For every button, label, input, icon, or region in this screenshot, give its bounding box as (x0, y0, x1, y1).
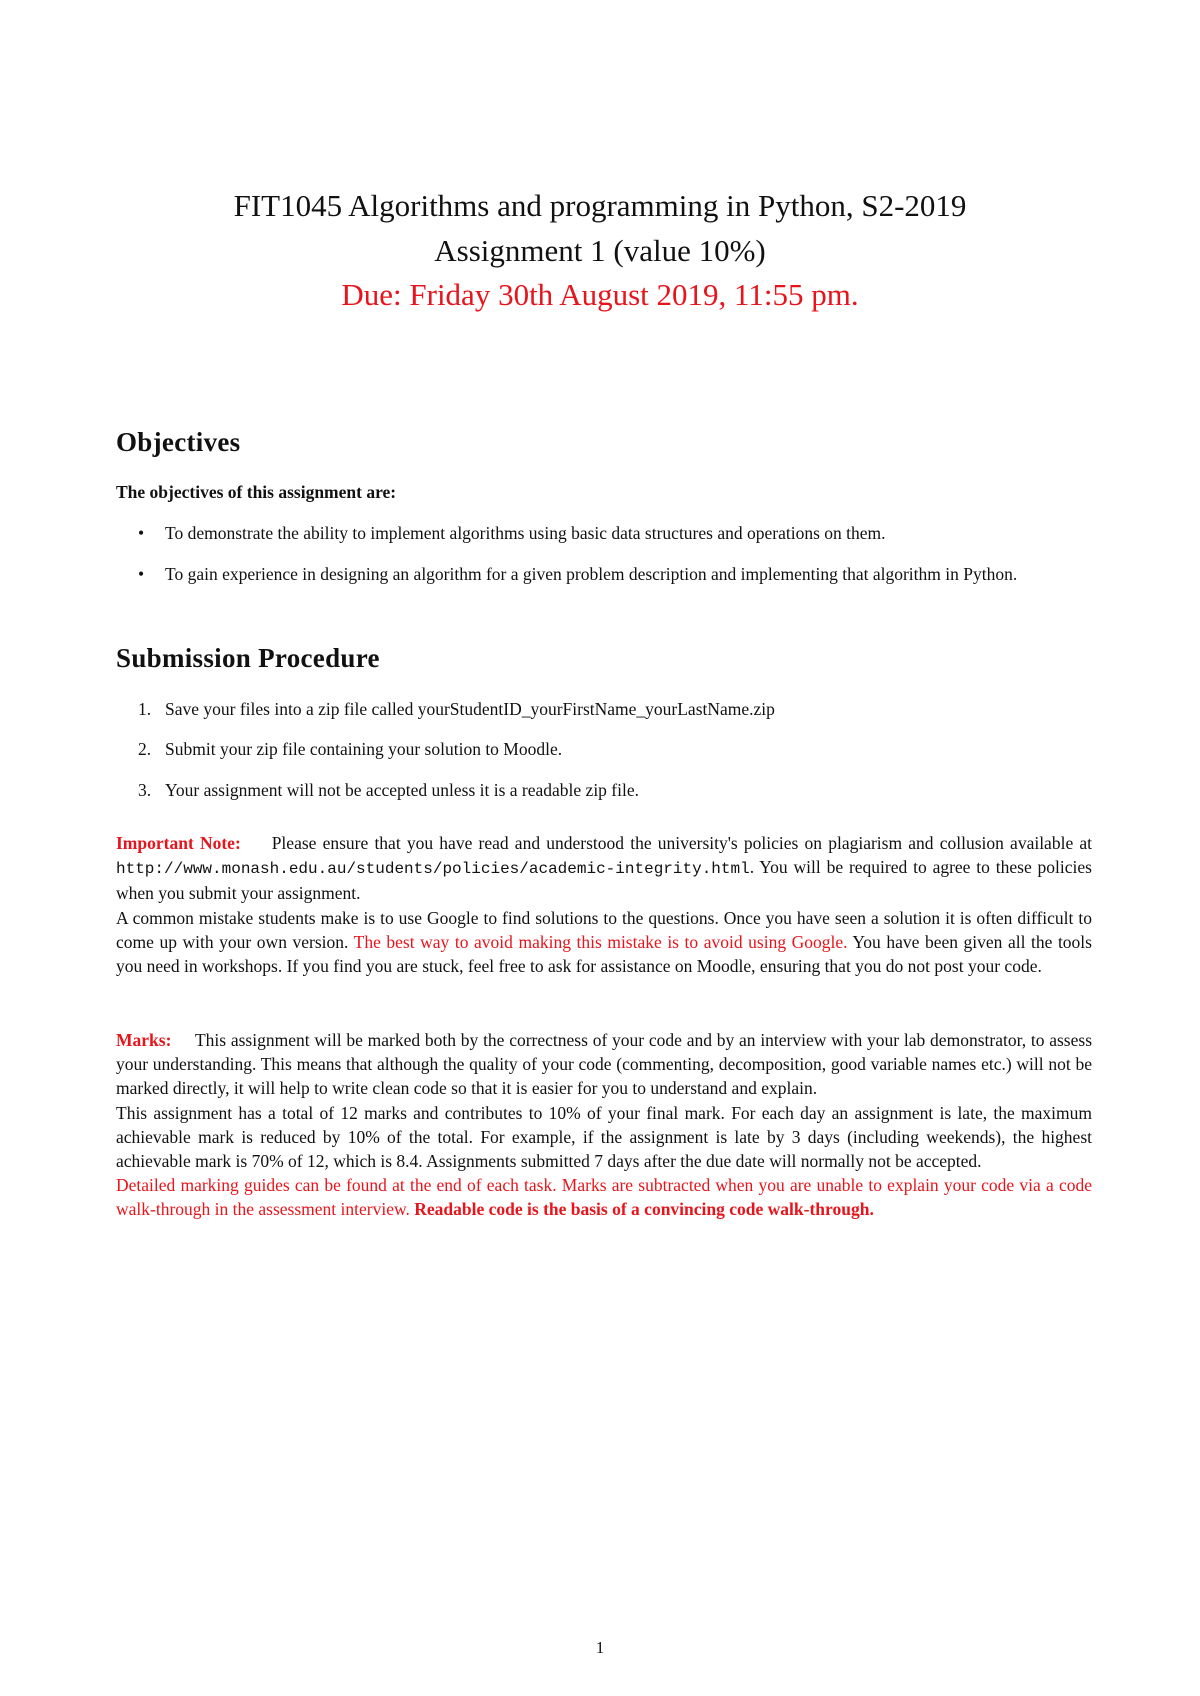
submission-heading: Submission Procedure (116, 643, 380, 673)
course-title: FIT1045 Algorithms and programming in Python, S2-2019 (233, 188, 967, 223)
assignment-title: Assignment 1 (value 10%) (434, 233, 766, 268)
policy-link[interactable]: http://www.monash.edu.au/students/policies/academic-integrity.html (116, 860, 750, 879)
objective-item: • To demonstrate the ability to implement algorithms using basic data structures and operations on them. (116, 521, 1092, 545)
submission-item: 3. Your assignment will not be accepted unless it is a readable zip file. (138, 780, 640, 800)
important-note-label: Important Note: (116, 833, 241, 853)
marks-section: Marks: This assignment will be marked both by the correctness of your code and by an interview with your lab demonstrator, to assess your understanding. This means that although the quality of your code (commenting, decomposition, good variable names etc.) will not be marked directly, it will help to write clean code so that it is easier for you to understand and explain. This assignment has a total of 12 marks and contributes to 10% of your final mark. For each day an assignment is late, the maximum achievable mark is reduced by 10% of the total. For example, if the assignment is late by 3 days (including weekends), the highest achievable mark is 70% of 12, which is 8.4. Assignments submitted 7 days after the due date will normally not be accepted. Detailed marking guides can be found at the end of each task. Marks are subtracted when you are unable to explain your code via a code walk-through in the assessment interview. Readable code is the basis of a convincing code walk-through. (116, 1030, 1093, 1220)
objectives-heading: Objectives (116, 427, 241, 457)
bullet-icon: • (138, 523, 145, 543)
due-date: Due: Friday 30th August 2019, 11:55 pm. (341, 277, 859, 312)
page-number: 1 (595, 1638, 605, 1657)
submission-item: 1. Save your files into a zip file called yourStudentID_yourFirstName_yourLastName.zip (138, 699, 775, 719)
objective-item: • To gain experience in designing an algorithm for a given problem description and implementing that algorithm in Python. (116, 562, 1092, 586)
bullet-icon: • (138, 564, 145, 584)
submission-item: 2. Submit your zip file containing your solution to Moodle. (138, 739, 563, 759)
objectives-intro: The objectives of this assignment are: (116, 482, 397, 502)
important-note: Important Note: Please ensure that you have read and understood the university's policies on plagiarism and collusion available at http://www.monash.edu.au/students/policies/academic-integrity.html. You will be required to agree to these policies when you submit your assignment. A common mistake students make is to use Google to find solutions to the questions. Once you have seen a solution it is often difficult to come up with your own version. The best way to avoid making this mistake is to avoid using Google. You have been given all the tools you need in workshops. If you find you are stuck, feel free to ask for assistance on Moodle, ensuring that you do not post your code. (116, 833, 1093, 977)
marks-label: Marks: (116, 1030, 172, 1050)
